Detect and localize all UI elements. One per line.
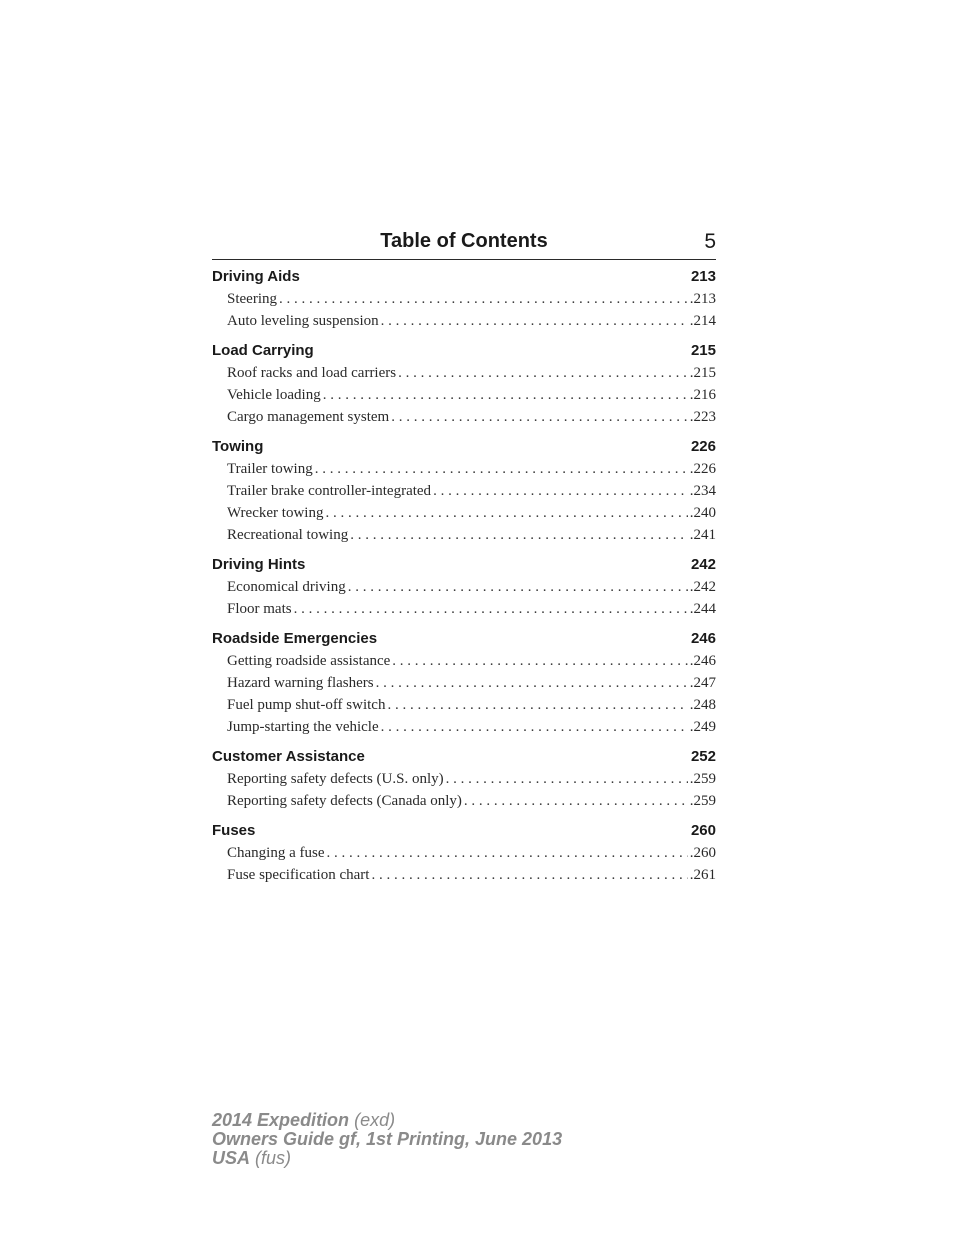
toc-entry-page: .246 bbox=[689, 653, 716, 669]
dot-leader bbox=[325, 502, 687, 524]
toc-section-heading[interactable] bbox=[212, 628, 716, 649]
document-footer bbox=[212, 1111, 562, 1168]
toc-entry-page: .240 bbox=[689, 505, 716, 521]
footer-model: 2014 Expedition bbox=[212, 1110, 350, 1130]
footer-line-2 bbox=[212, 1130, 562, 1149]
toc-entry-title: Floor mats bbox=[227, 601, 292, 617]
toc-entry[interactable] bbox=[212, 502, 716, 524]
toc-section-title: Driving Aids bbox=[212, 268, 300, 285]
toc-entry-page: .259 bbox=[689, 793, 716, 809]
toc-entry-page: .226 bbox=[689, 461, 716, 477]
footer-market-code: (fus) bbox=[255, 1148, 292, 1168]
dot-leader bbox=[323, 384, 688, 406]
dot-leader bbox=[381, 310, 688, 332]
toc-entry-page: .260 bbox=[689, 845, 716, 861]
toc-entry-title: Cargo management system bbox=[227, 409, 390, 425]
toc-entry[interactable] bbox=[212, 790, 716, 812]
footer-line-3 bbox=[212, 1149, 562, 1168]
dot-leader bbox=[464, 790, 688, 812]
toc-section bbox=[212, 746, 716, 812]
toc-entry[interactable] bbox=[212, 406, 716, 428]
toc-entry-title: Auto leveling suspension bbox=[227, 313, 379, 329]
toc-section-page: 260 bbox=[690, 822, 716, 839]
toc-entry-title: Steering bbox=[227, 291, 277, 307]
toc-entry-title: Recreational towing bbox=[227, 527, 349, 543]
dot-leader bbox=[279, 288, 688, 310]
toc-entry[interactable] bbox=[212, 310, 716, 332]
toc-section-heading[interactable] bbox=[212, 340, 716, 361]
dot-leader bbox=[381, 716, 688, 738]
toc-section bbox=[212, 820, 716, 886]
toc-entry-title: Fuse specification chart bbox=[227, 867, 370, 883]
toc-entry-page: .216 bbox=[689, 387, 716, 403]
toc-entry[interactable] bbox=[212, 672, 716, 694]
toc-section-page: 242 bbox=[690, 556, 716, 573]
dot-leader bbox=[446, 768, 688, 790]
dot-leader bbox=[326, 842, 687, 864]
dot-leader bbox=[294, 598, 688, 620]
toc-entry[interactable] bbox=[212, 288, 716, 310]
dot-leader bbox=[398, 362, 688, 384]
dot-leader bbox=[391, 406, 688, 428]
toc-entry[interactable] bbox=[212, 650, 716, 672]
page-title: Table of Contents bbox=[380, 230, 548, 252]
toc-entry-title: Economical driving bbox=[227, 579, 346, 595]
toc-entry-page: .234 bbox=[689, 483, 716, 499]
toc-entry-page: .248 bbox=[689, 697, 716, 713]
dot-leader bbox=[348, 576, 688, 598]
toc-entry-title: Trailer brake controller-integrated bbox=[227, 483, 432, 499]
toc-entry[interactable] bbox=[212, 524, 716, 546]
toc-entry[interactable] bbox=[212, 694, 716, 716]
dot-leader bbox=[387, 694, 687, 716]
toc-entry-title: Jump-starting the vehicle bbox=[227, 719, 379, 735]
toc-entry-page: .242 bbox=[689, 579, 716, 595]
page-number: 5 bbox=[704, 230, 716, 253]
toc-section bbox=[212, 554, 716, 620]
dot-leader bbox=[350, 524, 688, 546]
toc-entry-page: .241 bbox=[689, 527, 716, 543]
toc-section bbox=[212, 340, 716, 428]
toc-entry[interactable] bbox=[212, 716, 716, 738]
toc-entry[interactable] bbox=[212, 842, 716, 864]
toc-section-title: Towing bbox=[212, 438, 264, 455]
toc-entry[interactable] bbox=[212, 480, 716, 502]
footer-model-code: (exd) bbox=[354, 1110, 396, 1130]
toc-section-page: 252 bbox=[690, 748, 716, 765]
toc-entry-title: Reporting safety defects (U.S. only) bbox=[227, 771, 444, 787]
toc-entry-page: .244 bbox=[689, 601, 716, 617]
toc-entry-title: Changing a fuse bbox=[227, 845, 325, 861]
toc-section-heading[interactable] bbox=[212, 266, 716, 287]
toc-entry-page: .215 bbox=[689, 365, 716, 381]
dot-leader bbox=[433, 480, 688, 502]
toc-entry[interactable] bbox=[212, 768, 716, 790]
toc-entry-page: .213 bbox=[689, 291, 716, 307]
toc-entry-page: .249 bbox=[689, 719, 716, 735]
toc-entry-page: .214 bbox=[689, 313, 716, 329]
toc-entry-page: .261 bbox=[689, 867, 716, 883]
toc-entry[interactable] bbox=[212, 458, 716, 480]
toc-section-page: 215 bbox=[690, 342, 716, 359]
toc-entry-title: Getting roadside assistance bbox=[227, 653, 391, 669]
toc-section-heading[interactable] bbox=[212, 820, 716, 841]
toc-entry-title: Roof racks and load carriers bbox=[227, 365, 397, 381]
toc-entry-title: Reporting safety defects (Canada only) bbox=[227, 793, 462, 809]
toc-section-heading[interactable] bbox=[212, 554, 716, 575]
toc-entry-title: Trailer towing bbox=[227, 461, 313, 477]
footer-guide-edition: Owners Guide gf, 1st Printing, June 2013 bbox=[212, 1129, 563, 1149]
dot-leader bbox=[376, 672, 688, 694]
toc-section-title: Load Carrying bbox=[212, 342, 314, 359]
toc-section-page: 213 bbox=[690, 268, 716, 285]
toc-entry-title: Wrecker towing bbox=[227, 505, 324, 521]
toc-entry-page: .247 bbox=[689, 675, 716, 691]
toc-entry-title: Hazard warning flashers bbox=[227, 675, 374, 691]
toc-section-title: Driving Hints bbox=[212, 556, 306, 573]
dot-leader bbox=[371, 864, 687, 886]
toc-section-title: Customer Assistance bbox=[212, 748, 365, 765]
footer-market: USA bbox=[212, 1148, 251, 1168]
toc-section-title: Fuses bbox=[212, 822, 256, 839]
toc-entry[interactable] bbox=[212, 864, 716, 886]
footer-line-1 bbox=[212, 1111, 562, 1130]
toc-section bbox=[212, 628, 716, 738]
toc-section-heading[interactable] bbox=[212, 436, 716, 457]
toc-entry[interactable] bbox=[212, 576, 716, 598]
toc-section-title: Roadside Emergencies bbox=[212, 630, 378, 647]
toc-section-page: 226 bbox=[690, 438, 716, 455]
toc-section bbox=[212, 266, 716, 332]
table-of-contents bbox=[212, 266, 716, 894]
toc-entry[interactable] bbox=[212, 362, 716, 384]
page-header bbox=[212, 229, 716, 260]
dot-leader bbox=[392, 650, 687, 672]
toc-entry-page: .223 bbox=[689, 409, 716, 425]
toc-section-page: 246 bbox=[690, 630, 716, 647]
toc-section-heading[interactable] bbox=[212, 746, 716, 767]
toc-entry-title: Fuel pump shut-off switch bbox=[227, 697, 386, 713]
toc-entry[interactable] bbox=[212, 598, 716, 620]
toc-entry-page: .259 bbox=[689, 771, 716, 787]
dot-leader bbox=[315, 458, 688, 480]
toc-entry-title: Vehicle loading bbox=[227, 387, 321, 403]
toc-section bbox=[212, 436, 716, 546]
toc-entry[interactable] bbox=[212, 384, 716, 406]
